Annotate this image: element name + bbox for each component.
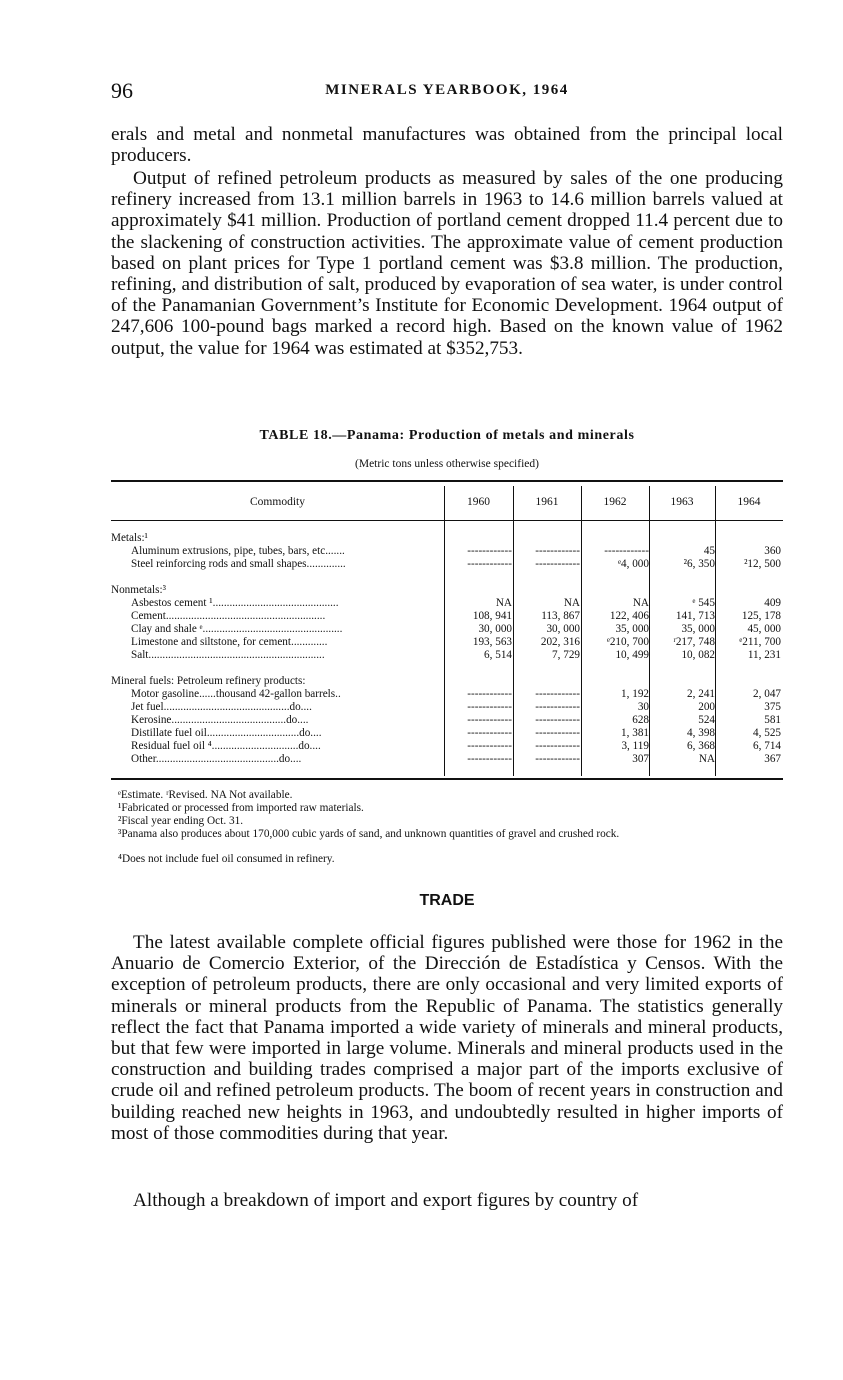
table-row [111,727,783,740]
empty-cell: ------------ [467,727,512,739]
section-label [111,675,783,688]
section-nonmetals: Nonmetals:³ [111,584,166,596]
row-label-text: Jet fuel [131,701,164,713]
header-1962: 1962 [603,496,627,508]
table-row [111,623,783,636]
row-label: Jet fuel.............................................do.... [131,701,312,713]
table-row [111,753,783,766]
cell-1963: 35, 000 [681,623,715,635]
cell-1963: 10, 082 [681,649,715,661]
row-unit: do [298,740,310,752]
header-1961: 1961 [535,496,559,508]
cell-1961: 113, 867 [541,610,580,622]
paragraph-trade: The latest available complete official figures published were those for 1962 in the Anuario de Comercio Exterior, of the Dirección de Estadística y Censos. With the exception of petroleum products, there are only occasional and very limited exports of minerals or mineral products from the Republic of Panama. The statistics generally reflect the fact that Panama imported a wide variety of minerals and mineral products, but that few were imported in large volume. Minerals and mineral products used in the construction and building trades comprised a major part of the imports exclusive of crude oil and refined petroleum products. The boom of recent years in construction and building reached new heights in 1963, and undoubtedly resulted in higher imports of most of those commodities during that year. [111,932,783,1144]
empty-cell: ------------ [535,727,580,739]
empty-cell: ------------ [467,701,512,713]
footnote-2: ²Fiscal year ending Oct. 31. [118,815,244,827]
table-row [111,701,783,714]
cell-1964: 367 [764,753,781,765]
cell-1963: 45 [703,545,715,557]
row-label-text: Distillate fuel oil [131,727,207,739]
cell-1964: 360 [764,545,781,557]
cell-1962: 307 [632,753,649,765]
cell-1962: 10, 499 [615,649,649,661]
cell-1964: ᵉ211, 700 [739,636,781,648]
cell-1964: 581 [764,714,781,726]
page-header [111,78,783,106]
cell-1964: 45, 000 [747,623,781,635]
cell-1962: ᵉ4, 000 [618,558,649,570]
row-label-text: Limestone and siltstone, for cement [131,636,292,648]
cell-1962: 1, 381 [621,727,649,739]
row-label: Salt............................................................... [131,649,325,661]
cell-1963: ²6, 350 [683,558,715,570]
empty-cell: ------------ [467,545,512,557]
section-label [111,532,783,545]
row-unit: do [278,753,291,765]
row-label: Clay and shale ᵉ.................................................. [131,623,343,635]
section-fuels: Mineral fuels: Petroleum refinery products: [111,675,306,687]
section-heading-trade: TRADE [419,892,475,909]
table-row [111,545,783,558]
table-row [111,714,783,727]
paragraph-trade-continued: Although a breakdown of import and export figures by country of [133,1190,639,1211]
row-label-text: Aluminum extrusions, pipe, tubes, bars, etc [131,545,326,557]
empty-cell: ------------ [535,714,580,726]
cell-1963: 141, 713 [675,610,715,622]
cell-1963: ʳ217, 748 [673,636,715,648]
row-label: Kerosine.........................................do.... [131,714,309,726]
header-1963: 1963 [670,496,694,508]
row-label: Cement......................................................... [131,610,326,622]
cell-1960: 30, 000 [478,623,512,635]
empty-cell: ------------ [604,545,649,557]
row-unit: do [289,701,301,713]
row-label-text: Motor gasoline [131,688,200,700]
row-label: Residual fuel oil ⁴...............................do.... [131,740,321,752]
empty-cell: ------------ [467,688,512,700]
table-header-rule [111,520,783,521]
footnote-1: ¹Fabricated or processed from imported raw materials. [118,802,364,814]
cell-1960: NA [495,597,512,609]
cell-1960: 193, 563 [472,636,512,648]
footnote-4: ⁴Does not include fuel oil consumed in refinery. [118,853,335,865]
table-top-rule [111,480,783,482]
empty-cell: ------------ [467,753,512,765]
row-label: Other............................................do.... [131,753,302,765]
row-label-text: Kerosine [131,714,172,726]
row-label-text: Other [131,753,156,765]
table-row [111,610,783,623]
cell-1961: NA [563,597,580,609]
cell-1963: 524 [698,714,715,726]
cell-1961: 7, 729 [552,649,580,661]
cell-1960: 108, 941 [472,610,512,622]
empty-cell: ------------ [535,558,580,570]
cell-1964: 125, 178 [741,610,781,622]
cell-1963: 4, 398 [687,727,715,739]
row-label-text: Salt [131,649,149,661]
row-label-text: Asbestos cement ¹ [131,597,213,609]
row-label: Limestone and siltstone, for cement............. [131,636,328,648]
cell-1963: ᵉ 545 [692,597,715,609]
running-title: MINERALS YEARBOOK, 1964 [325,82,569,98]
header-1964: 1964 [737,496,761,508]
cell-1962: 30 [637,701,649,713]
section-label [111,584,783,597]
cell-1963: NA [698,753,715,765]
row-label: Aluminum extrusions, pipe, tubes, bars, etc....... [131,545,345,557]
empty-cell: ------------ [467,558,512,570]
cell-1962: NA [632,597,649,609]
cell-1961: 202, 316 [540,636,580,648]
table-bottom-rule [111,778,783,780]
footnote-legend: ᵉEstimate. ʳRevised. NA Not available. [118,789,293,801]
cell-1964: 2, 047 [753,688,781,700]
section-metals: Metals:¹ [111,532,148,544]
cell-1960: 6, 514 [484,649,512,661]
cell-1962: 3, 119 [621,740,649,752]
row-unit: do [286,714,298,726]
cell-1963: 200 [698,701,715,713]
row-unit: do [299,727,311,739]
table-row [111,688,783,701]
row-label: Motor gasoline......thousand 42-gallon barrels.. [131,688,341,700]
table-subtitle: (Metric tons unless otherwise specified) [355,458,539,470]
empty-cell: ------------ [535,545,580,557]
row-label-text: Clay and shale ᵉ [131,623,203,635]
page-number: 96 [111,78,133,103]
cell-1964: 375 [764,701,781,713]
row-label: Steel reinforcing rods and small shapes.............. [131,558,346,570]
paragraph-continuation: erals and metal and nonmetal manufactures was obtained from the principal local producers. [111,124,783,167]
cell-1964: 6, 714 [753,740,781,752]
cell-1962: 35, 000 [615,623,649,635]
cell-1962: 1, 192 [621,688,649,700]
row-label: Distillate fuel oil.................................do.... [131,727,322,739]
cell-1964: ²12, 500 [744,558,781,570]
cell-1962: 122, 406 [609,610,649,622]
table-row [111,636,783,649]
empty-cell: ------------ [535,701,580,713]
row-label-text: Cement [131,610,166,622]
empty-cell: ------------ [535,753,580,765]
cell-1961: 30, 000 [546,623,580,635]
footnote-3: ³Panama also produces about 170,000 cubic yards of sand, and unknown quantities of gravel and crushed rock. [118,828,620,840]
cell-1964: 11, 231 [747,649,781,661]
paragraph-petroleum-cement-salt: Output of refined petroleum products as measured by sales of the one producing refinery increased from 13.1 million barrels in 1963 to 14.6 million barrels valued at approximately $41 million. Production of portland cement dropped 11.4 percent due to the slackening of construction activities. The approximate value of cement production based on plant prices for Type 1 portland cement was $3.8 million. The production, refining, and distribution of salt, produced by evaporation of sea water, is under control of the Panamanian Government’s Institute for Economic Development. 1964 output of 247,606 100-pound bags marked a record high. Based on the known value of 1962 output, the value for 1964 was estimated at $352,753. [111,168,783,359]
cell-1963: 6, 368 [687,740,715,752]
cell-1964: 4, 525 [753,727,781,739]
row-label-text: Residual fuel oil ⁴ [131,740,212,752]
cell-1962: ᵉ210, 700 [606,636,649,648]
empty-cell: ------------ [535,688,580,700]
cell-1962: 628 [632,714,649,726]
row-label: Asbestos cement ¹............................................. [131,597,339,609]
table-row [111,649,783,662]
table-row [111,597,783,610]
table-row [111,558,783,571]
header-1960: 1960 [467,496,490,508]
empty-cell: ------------ [467,714,512,726]
production-table [111,480,783,780]
empty-cell: ------------ [535,740,580,752]
empty-cell: ------------ [467,740,512,752]
cell-1964: 409 [764,597,781,609]
cell-1963: 2, 241 [687,688,715,700]
header-commodity: Commodity [250,496,305,508]
row-label-text: Steel reinforcing rods and small shapes [131,558,307,570]
table-row [111,740,783,753]
table-title: TABLE 18.—Panama: Production of metals and minerals [259,428,635,443]
row-unit: thousand 42-gallon barrels [215,688,336,700]
